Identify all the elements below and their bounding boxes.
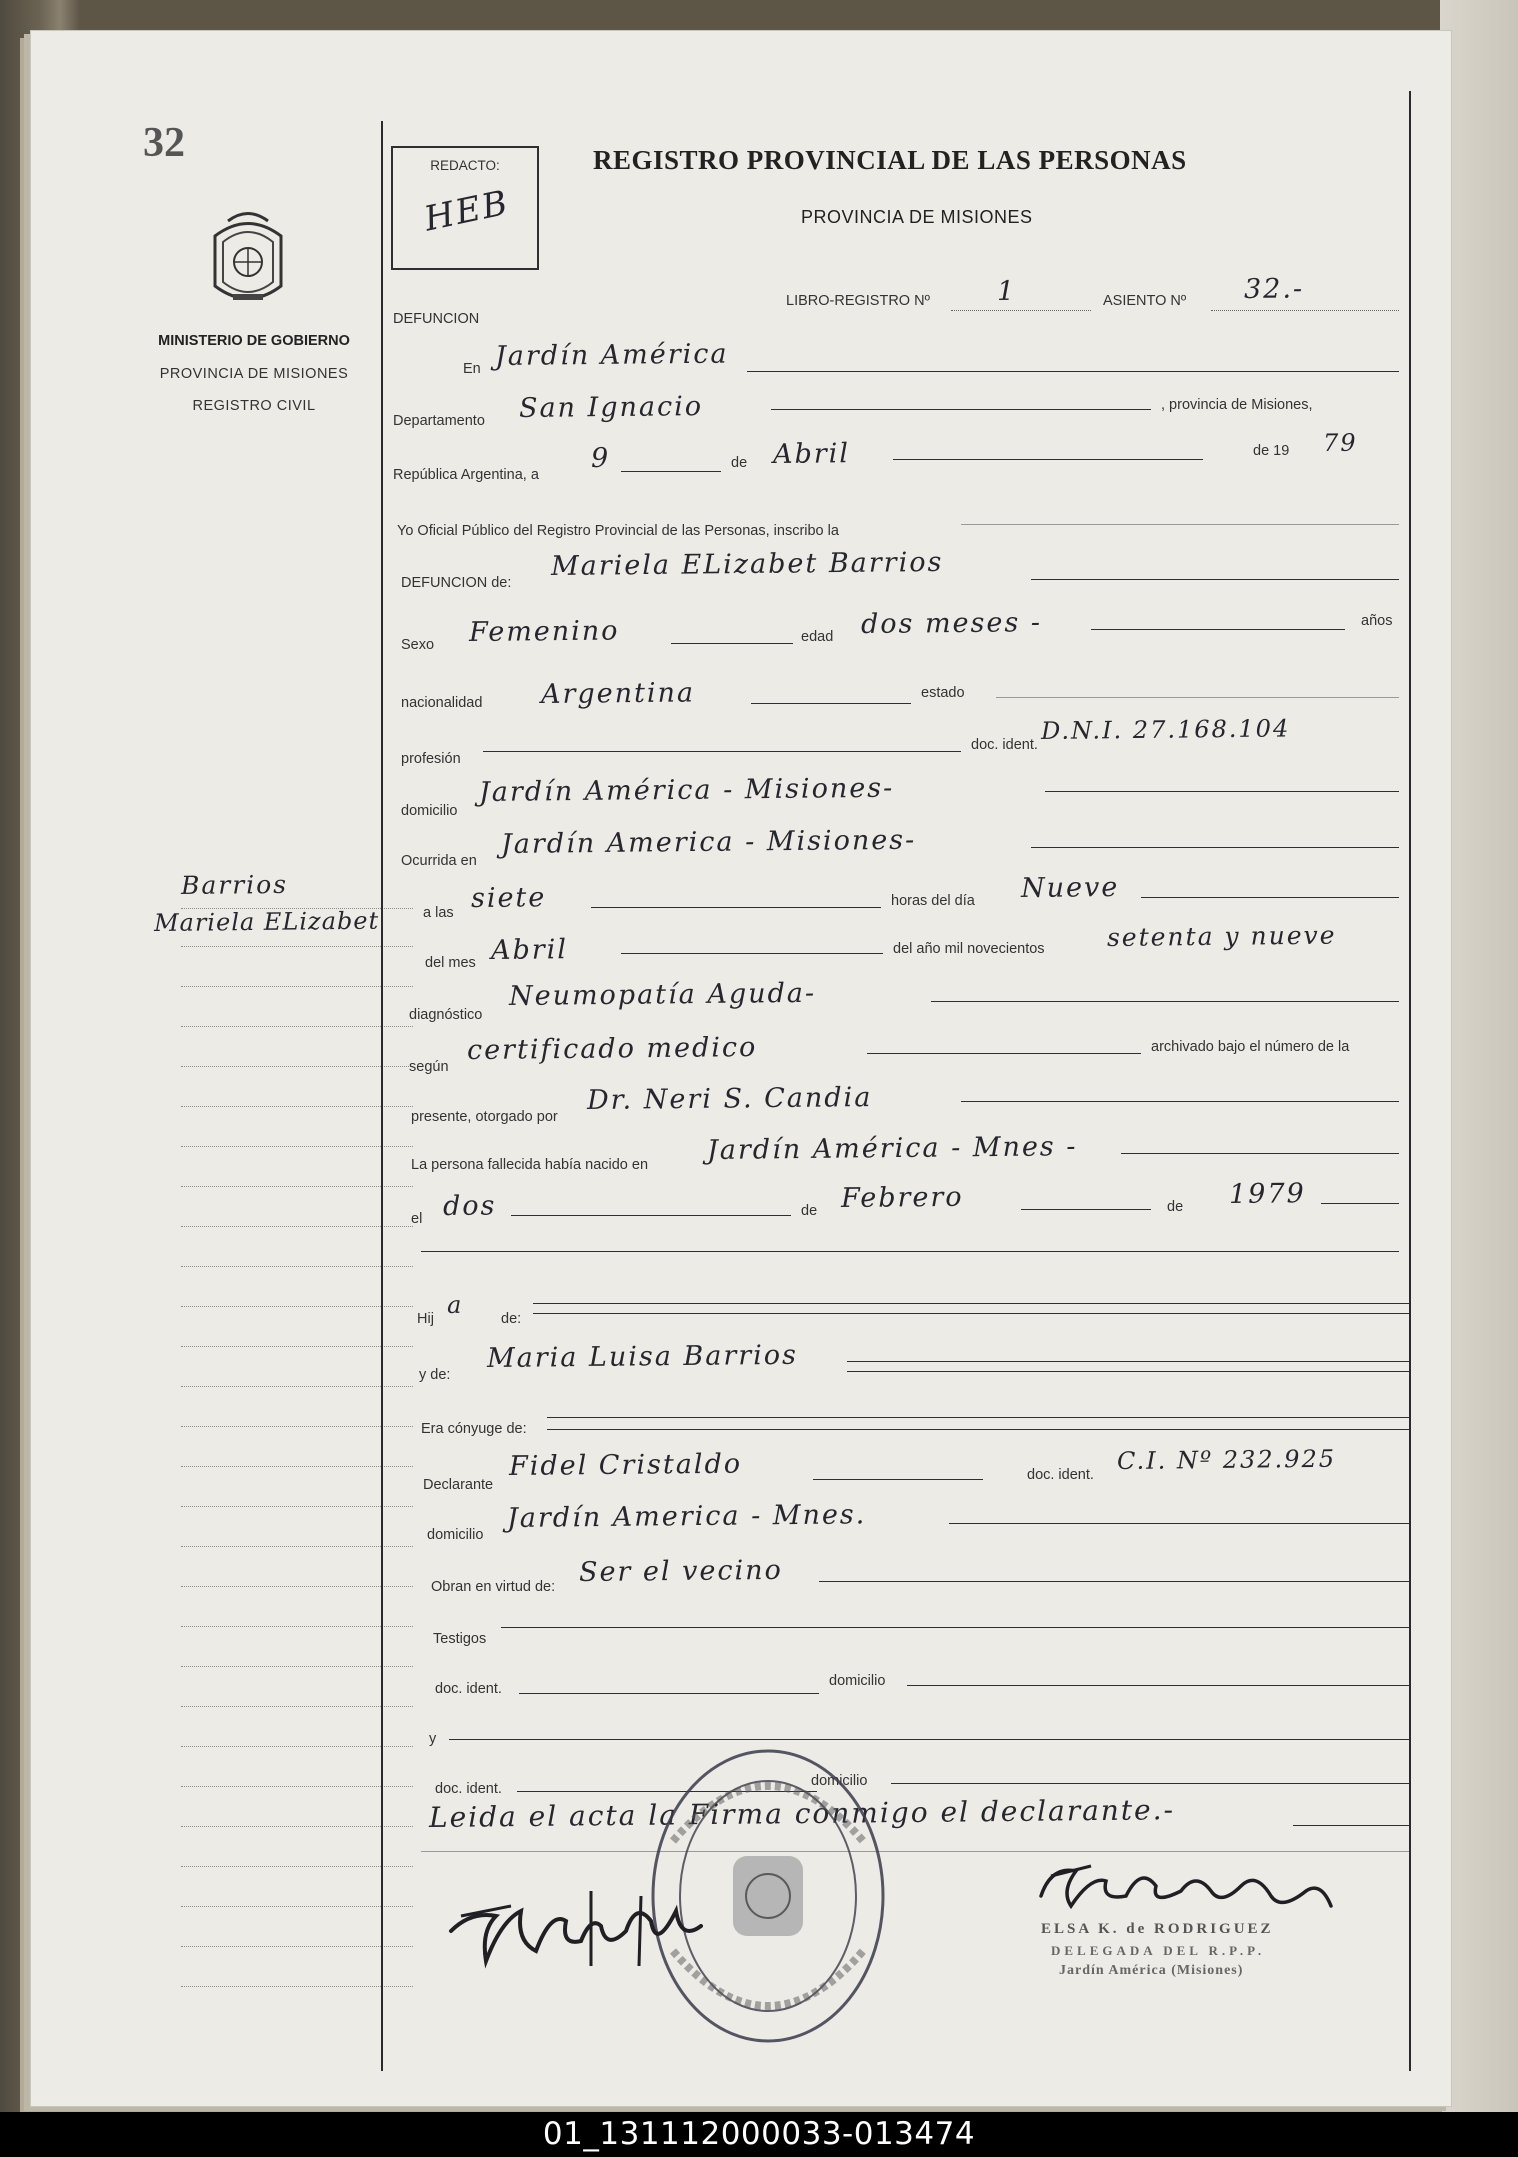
redacto-box — [391, 146, 539, 270]
fill-line — [907, 1685, 1409, 1686]
image-id-footer: 01_131112000033-013474 — [0, 2112, 1518, 2157]
margin-line — [181, 1906, 413, 1907]
label-el: el — [411, 1211, 423, 1227]
label-obran: Obran en virtud de: — [431, 1579, 556, 1595]
label-y: y — [429, 1731, 437, 1747]
value-medico: Dr. Neri S. Candia — [586, 1082, 873, 1116]
label-provincia: , provincia de Misiones, — [1161, 397, 1313, 413]
officer-signature-icon — [1031, 1846, 1351, 1926]
coat-of-arms-icon — [203, 206, 293, 316]
fill-line — [449, 1739, 1409, 1740]
value-hij-suffix: a — [446, 1290, 464, 1319]
margin-line — [181, 1146, 413, 1147]
fill-line — [671, 643, 793, 644]
label-edad: edad — [801, 629, 834, 645]
margin-line — [181, 1266, 413, 1267]
right-frame-line — [1409, 91, 1411, 2071]
fill-line — [949, 1523, 1409, 1524]
fill-line — [1141, 897, 1399, 898]
margin-line — [181, 1306, 413, 1307]
label-domicilio4: domicilio — [811, 1773, 868, 1789]
label-en: En — [463, 361, 481, 377]
margin-line — [181, 1226, 413, 1227]
margin-line — [181, 1746, 413, 1747]
officer-title: DELEGADA DEL R.P.P. — [1051, 1943, 1266, 1958]
margin-line — [181, 1186, 413, 1187]
margin-line — [181, 946, 413, 947]
fill-line — [931, 1001, 1399, 1002]
label-sexo: Sexo — [401, 637, 435, 653]
label-de-19: de 19 — [1253, 443, 1290, 459]
label-nacido: La persona fallecida había nacido en — [411, 1157, 649, 1173]
province-label: PROVINCIA DE MISIONES — [159, 366, 349, 382]
value-domicilio-declarante: Jardín America - Mnes. — [506, 1499, 867, 1534]
redacto-label: REDACTO: — [430, 158, 500, 173]
fill-line — [533, 1313, 1409, 1314]
asiento-line — [1211, 310, 1399, 311]
officer-name: ELSA K. de RODRIGUEZ — [1041, 1921, 1274, 1937]
label-conyuge: Era cónyuge de: — [421, 1421, 527, 1437]
redacto-initials: HEB — [420, 182, 513, 240]
margin-line — [181, 1386, 413, 1387]
value-domicilio: Jardín América - Misiones- — [478, 772, 895, 808]
value-mes: Abril — [772, 438, 851, 470]
margin-line — [181, 1026, 413, 1027]
margin-line — [181, 1426, 413, 1427]
label-hij: Hij — [417, 1311, 434, 1327]
fill-line — [1321, 1203, 1399, 1204]
label-de2: de — [801, 1203, 818, 1219]
value-ano-fallecimiento: setenta y nueve — [1106, 920, 1337, 952]
label-horas: horas del día — [891, 893, 975, 909]
value-ocurrida: Jardín America - Misiones- — [500, 824, 917, 860]
label-del-ano: del año mil novecientos — [893, 941, 1045, 957]
label-estado: estado — [921, 685, 965, 701]
value-sexo: Femenino — [468, 615, 620, 648]
label-republica: República Argentina, a — [393, 467, 539, 483]
fill-line — [819, 1581, 1409, 1582]
margin-note-names: Mariela ELizabet — [153, 906, 380, 937]
value-dia: 9 — [590, 442, 611, 474]
fill-line — [1121, 1153, 1399, 1154]
label-hij-de: de: — [501, 1311, 522, 1327]
fill-line — [1031, 579, 1399, 580]
margin-line — [181, 1826, 413, 1827]
margin-line — [181, 1586, 413, 1587]
fill-line — [621, 471, 721, 472]
value-certificado: certificado medico — [466, 1031, 758, 1066]
margin-line — [181, 986, 413, 987]
fill-line — [421, 1251, 1399, 1252]
value-diagnostico: Neumopatía Aguda- — [508, 977, 817, 1012]
fill-line — [483, 751, 961, 752]
fill-line — [847, 1371, 1409, 1372]
fill-line — [533, 1303, 1409, 1304]
fill-line — [621, 953, 883, 954]
label-segun: según — [409, 1059, 449, 1075]
death-certificate-page — [30, 30, 1452, 2107]
label-doc-ident: doc. ident. — [971, 737, 1038, 753]
value-nombre: Mariela ELizabet Barrios — [550, 546, 944, 582]
value-edad: dos meses - — [860, 607, 1043, 640]
margin-line — [181, 1346, 413, 1347]
label-testigos: Testigos — [433, 1631, 487, 1647]
margin-note-surname: Barrios — [180, 869, 289, 900]
label-del-mes: del mes — [425, 955, 476, 971]
label-presente: presente, otorgado por — [411, 1109, 558, 1125]
libro-line — [951, 310, 1091, 311]
fill-line — [813, 1479, 983, 1480]
fill-line — [847, 1361, 1409, 1362]
margin-line — [181, 1706, 413, 1707]
value-ano-nacimiento: 1979 — [1228, 1178, 1306, 1210]
officer-place: Jardín América (Misiones) — [1059, 1963, 1244, 1978]
left-frame-line — [381, 121, 383, 2071]
label-anos: años — [1361, 613, 1393, 629]
fill-line — [1021, 1209, 1151, 1210]
registry-label: REGISTRO CIVIL — [192, 398, 316, 414]
declarant-signature-icon — [441, 1871, 711, 1981]
value-ano: 79 — [1322, 428, 1358, 457]
fill-line — [547, 1429, 1409, 1430]
label-a-las: a las — [423, 905, 454, 921]
fill-line — [747, 371, 1399, 372]
value-nacionalidad: Argentina — [540, 677, 696, 710]
fill-line — [547, 1417, 1409, 1418]
margin-line — [181, 1786, 413, 1787]
value-doc-declarante: C.I. Nº 232.925 — [1116, 1444, 1337, 1475]
value-dia-nacimiento: dos — [442, 1190, 497, 1222]
registry-title: REGISTRO PROVINCIAL DE LAS PERSONAS — [593, 145, 1187, 175]
margin-line — [181, 908, 413, 909]
ministry-label: MINISTERIO DE GOBIERNO — [158, 333, 350, 349]
fill-line — [961, 1101, 1399, 1102]
label-ocurrida: Ocurrida en — [401, 853, 477, 869]
fill-line — [519, 1693, 819, 1694]
value-mes-nacimiento: Febrero — [840, 1181, 964, 1214]
value-lugar-nacimiento: Jardín América - Mnes - — [706, 1131, 1078, 1166]
label-departamento: Departamento — [393, 413, 485, 429]
label-doc-ident4: doc. ident. — [435, 1781, 502, 1797]
registry-subtitle: PROVINCIA DE MISIONES — [801, 207, 1033, 227]
value-dia-fallecimiento: Nueve — [1020, 871, 1120, 904]
margin-line — [181, 1546, 413, 1547]
value-lugar: Jardín América — [494, 338, 729, 372]
fill-line — [771, 409, 1151, 410]
fill-line — [591, 907, 881, 908]
label-domicilio3: domicilio — [829, 1673, 886, 1689]
asiento-label: ASIENTO Nº — [1103, 293, 1187, 309]
value-departamento: San Ignacio — [518, 391, 704, 424]
value-declarante: Fidel Cristaldo — [508, 1448, 743, 1482]
fill-line — [511, 1215, 791, 1216]
fill-line — [1293, 1825, 1409, 1826]
fill-line — [867, 1053, 1141, 1054]
value-leida: Leida el acta la Firma conmigo el declarante.- — [428, 1793, 1176, 1834]
label-oficial: Yo Oficial Público del Registro Provincial de las Personas, inscribo la — [397, 523, 839, 539]
fill-line — [501, 1627, 1409, 1628]
label-de: de — [731, 455, 748, 471]
fill-line — [751, 703, 911, 704]
margin-line — [181, 1666, 413, 1667]
label-nacionalidad: nacionalidad — [401, 695, 483, 711]
fill-line — [961, 524, 1399, 525]
page-number: 32 — [143, 120, 185, 166]
margin-line — [181, 1066, 413, 1067]
libro-value: 1 — [996, 275, 1017, 307]
label-domicilio: domicilio — [401, 803, 458, 819]
margin-line — [181, 1106, 413, 1107]
label-y-de: y de: — [419, 1367, 451, 1383]
value-doc-ident: D.N.I. 27.168.104 — [1040, 714, 1291, 745]
margin-line — [181, 1946, 413, 1947]
value-mes-fallecimiento: Abril — [490, 934, 569, 966]
margin-line — [181, 1466, 413, 1467]
margin-line — [181, 1866, 413, 1867]
fill-line — [1031, 847, 1399, 848]
label-domicilio2: domicilio — [427, 1527, 484, 1543]
value-madre: Maria Luisa Barrios — [486, 1339, 799, 1374]
label-doc-ident3: doc. ident. — [435, 1681, 502, 1697]
fill-line — [1045, 791, 1399, 792]
record-type-label: DEFUNCION — [393, 311, 480, 327]
fill-line — [1091, 629, 1345, 630]
margin-line — [181, 1986, 413, 1987]
value-obran: Ser el vecino — [578, 1554, 783, 1588]
libro-label: LIBRO-REGISTRO Nº — [786, 293, 930, 309]
label-diagnostico: diagnóstico — [409, 1007, 483, 1023]
margin-line — [181, 1626, 413, 1627]
fill-line — [893, 459, 1203, 460]
asiento-value: 32.- — [1243, 273, 1305, 305]
label-declarante: Declarante — [423, 1477, 494, 1493]
label-doc-ident2: doc. ident. — [1027, 1467, 1094, 1483]
label-archivado: archivado bajo el número de la — [1151, 1039, 1350, 1055]
fill-line — [891, 1783, 1409, 1784]
value-hora: siete — [470, 882, 547, 914]
margin-line — [181, 1506, 413, 1507]
label-de3: de — [1167, 1199, 1184, 1215]
label-defuncion-de: DEFUNCION de: — [401, 575, 512, 591]
fill-line — [996, 697, 1399, 698]
label-profesion: profesión — [401, 751, 461, 767]
